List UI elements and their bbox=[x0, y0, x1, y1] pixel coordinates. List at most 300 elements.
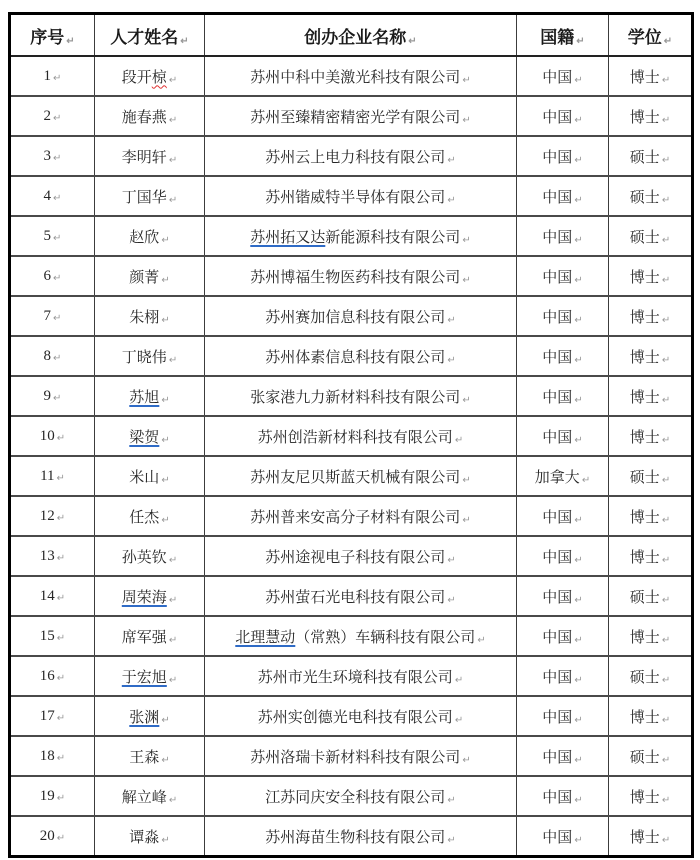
cell-no bbox=[10, 176, 95, 216]
header-degree bbox=[609, 14, 693, 57]
line-break-mark: ↵ bbox=[447, 834, 456, 846]
nationality: 中国 bbox=[542, 708, 573, 726]
line-break-mark: ↵ bbox=[168, 154, 178, 166]
table-header bbox=[10, 14, 693, 57]
line-break-mark: ↵ bbox=[447, 194, 456, 206]
nationality: 中国 bbox=[542, 388, 573, 406]
line-break-mark: ↵ bbox=[574, 234, 583, 246]
header-no bbox=[10, 14, 95, 57]
nationality: 中国 bbox=[542, 428, 573, 446]
cell-nationality bbox=[517, 376, 609, 416]
line-break-mark: ↵ bbox=[56, 513, 66, 524]
cell-nationality bbox=[517, 136, 609, 176]
cell-company bbox=[205, 296, 517, 336]
cell-nationality bbox=[517, 616, 609, 656]
cell-company bbox=[205, 576, 517, 616]
header-nationality bbox=[517, 14, 609, 57]
talent-name: 于宏旭 bbox=[121, 668, 167, 686]
line-break-mark: ↵ bbox=[574, 834, 583, 846]
cell-no bbox=[10, 656, 95, 696]
line-break-mark: ↵ bbox=[462, 74, 471, 86]
line-break-mark: ↵ bbox=[447, 354, 456, 366]
cell-company bbox=[205, 496, 517, 536]
degree: 硕士 bbox=[629, 468, 660, 486]
line-break-mark: ↵ bbox=[447, 154, 456, 166]
line-break-mark: ↵ bbox=[661, 194, 671, 206]
line-break-mark: ↵ bbox=[447, 314, 456, 326]
company-name: 苏州途视电子科技有限公司 bbox=[265, 548, 446, 566]
line-break-mark: ↵ bbox=[56, 473, 65, 484]
line-break-mark: ↵ bbox=[161, 834, 170, 846]
line-break-mark: ↵ bbox=[161, 514, 170, 526]
row-number: 20 bbox=[39, 828, 55, 844]
line-break-mark: ↵ bbox=[661, 754, 671, 766]
line-break-mark: ↵ bbox=[447, 594, 456, 606]
table-row bbox=[10, 816, 693, 857]
nationality: 中国 bbox=[542, 308, 573, 326]
degree: 博士 bbox=[629, 388, 660, 406]
company-name: 苏州实创德光电科技有限公司 bbox=[257, 708, 453, 726]
line-break-mark: ↵ bbox=[574, 354, 583, 366]
cell-degree bbox=[609, 56, 693, 96]
cell-name bbox=[95, 176, 205, 216]
cell-name bbox=[95, 696, 205, 736]
cell-degree bbox=[609, 456, 693, 496]
talent-name: 米山 bbox=[129, 468, 160, 486]
table-row bbox=[10, 216, 693, 256]
talent-name: 王森 bbox=[129, 748, 160, 766]
cell-no bbox=[10, 736, 95, 776]
line-break-mark: ↵ bbox=[661, 834, 671, 846]
talent-table bbox=[8, 12, 694, 858]
talent-name: 赵欣 bbox=[129, 228, 160, 246]
cell-company bbox=[205, 736, 517, 776]
cell-company bbox=[205, 136, 517, 176]
cell-no bbox=[10, 376, 95, 416]
cell-company bbox=[205, 376, 517, 416]
line-break-mark: ↵ bbox=[161, 754, 170, 766]
line-break-mark: ↵ bbox=[168, 354, 178, 366]
table-row bbox=[10, 616, 693, 656]
line-break-mark: ↵ bbox=[663, 35, 673, 47]
line-break-mark: ↵ bbox=[574, 394, 583, 406]
line-break-mark: ↵ bbox=[574, 634, 583, 646]
row-number: 13 bbox=[39, 548, 55, 564]
nationality: 中国 bbox=[542, 788, 573, 806]
company-name: 苏州创浩新材料科技有限公司 bbox=[257, 428, 453, 446]
line-break-mark: ↵ bbox=[53, 193, 62, 204]
line-break-mark: ↵ bbox=[56, 753, 66, 764]
cell-nationality bbox=[517, 176, 609, 216]
row-number: 8 bbox=[43, 348, 52, 364]
row-number: 19 bbox=[39, 788, 55, 804]
line-break-mark: ↵ bbox=[53, 233, 62, 244]
cell-nationality bbox=[517, 416, 609, 456]
nationality: 中国 bbox=[542, 628, 573, 646]
table-row bbox=[10, 376, 693, 416]
line-break-mark: ↵ bbox=[574, 274, 583, 286]
cell-degree bbox=[609, 96, 693, 136]
table-row bbox=[10, 456, 693, 496]
line-break-mark: ↵ bbox=[574, 114, 583, 126]
cell-nationality bbox=[517, 496, 609, 536]
line-break-mark: ↵ bbox=[462, 234, 471, 246]
cell-no bbox=[10, 136, 95, 176]
cell-no bbox=[10, 416, 95, 456]
cell-no bbox=[10, 96, 95, 136]
table-row bbox=[10, 56, 693, 96]
line-break-mark: ↵ bbox=[661, 154, 671, 166]
degree: 博士 bbox=[629, 68, 660, 86]
line-break-mark: ↵ bbox=[661, 554, 671, 566]
nationality: 加拿大 bbox=[534, 468, 580, 486]
cell-name bbox=[95, 816, 205, 857]
row-number: 18 bbox=[39, 748, 55, 764]
cell-company bbox=[205, 456, 517, 496]
line-break-mark: ↵ bbox=[462, 114, 471, 126]
line-break-mark: ↵ bbox=[462, 474, 471, 486]
line-break-mark: ↵ bbox=[161, 714, 170, 726]
cell-degree bbox=[609, 776, 693, 816]
line-break-mark: ↵ bbox=[161, 394, 170, 406]
line-break-mark: ↵ bbox=[661, 634, 671, 646]
cell-no bbox=[10, 456, 95, 496]
degree: 博士 bbox=[629, 348, 660, 366]
degree: 博士 bbox=[629, 268, 660, 286]
table-row bbox=[10, 496, 693, 536]
table-row bbox=[10, 776, 693, 816]
cell-company bbox=[205, 56, 517, 96]
line-break-mark: ↵ bbox=[574, 594, 583, 606]
company-name: 张家港九力新材料科技有限公司 bbox=[250, 388, 461, 406]
cell-name bbox=[95, 416, 205, 456]
talent-name: 丁国华 bbox=[121, 188, 167, 206]
line-break-mark: ↵ bbox=[477, 634, 486, 646]
cell-no bbox=[10, 56, 95, 96]
nationality: 中国 bbox=[542, 228, 573, 246]
line-break-mark: ↵ bbox=[462, 274, 471, 286]
cell-no bbox=[10, 776, 95, 816]
line-break-mark: ↵ bbox=[168, 794, 178, 806]
cell-nationality bbox=[517, 656, 609, 696]
cell-no bbox=[10, 496, 95, 536]
line-break-mark: ↵ bbox=[454, 714, 464, 726]
nationality: 中国 bbox=[542, 188, 573, 206]
cell-name bbox=[95, 656, 205, 696]
header-name-label: 人才姓名 bbox=[110, 27, 179, 47]
cell-degree bbox=[609, 256, 693, 296]
company-name: 苏州普来安高分子材料有限公司 bbox=[250, 508, 461, 526]
nationality: 中国 bbox=[542, 588, 573, 606]
company-name: 北理慧动 bbox=[235, 628, 296, 646]
cell-degree bbox=[609, 496, 693, 536]
row-number: 11 bbox=[40, 468, 55, 484]
talent-name: 孙英钦 bbox=[121, 548, 167, 566]
header-degree-label: 学位 bbox=[627, 27, 662, 47]
line-break-mark: ↵ bbox=[408, 35, 417, 47]
table-row bbox=[10, 416, 693, 456]
line-break-mark: ↵ bbox=[161, 434, 170, 446]
cell-degree bbox=[609, 216, 693, 256]
header-row bbox=[10, 14, 693, 57]
line-break-mark: ↵ bbox=[161, 474, 170, 486]
line-break-mark: ↵ bbox=[168, 74, 178, 86]
cell-degree bbox=[609, 336, 693, 376]
cell-name bbox=[95, 96, 205, 136]
degree: 博士 bbox=[629, 708, 660, 726]
line-break-mark: ↵ bbox=[661, 74, 671, 86]
line-break-mark: ↵ bbox=[574, 434, 583, 446]
talent-name: 任杰 bbox=[129, 508, 160, 526]
cell-nationality bbox=[517, 96, 609, 136]
line-break-mark: ↵ bbox=[661, 514, 671, 526]
line-break-mark: ↵ bbox=[53, 393, 62, 404]
cell-company bbox=[205, 776, 517, 816]
cell-name bbox=[95, 136, 205, 176]
company-name: 苏州至臻精密精密光学有限公司 bbox=[250, 108, 461, 126]
cell-name bbox=[95, 776, 205, 816]
line-break-mark: ↵ bbox=[574, 514, 583, 526]
degree: 硕士 bbox=[629, 188, 660, 206]
line-break-mark: ↵ bbox=[462, 754, 471, 766]
line-break-mark: ↵ bbox=[574, 754, 583, 766]
line-break-mark: ↵ bbox=[168, 674, 178, 686]
table-row bbox=[10, 136, 693, 176]
line-break-mark: ↵ bbox=[574, 314, 583, 326]
company-name: 苏州洛瑞卡新材料科技有限公司 bbox=[250, 748, 461, 766]
table-row bbox=[10, 576, 693, 616]
line-break-mark: ↵ bbox=[462, 394, 471, 406]
cell-company bbox=[205, 96, 517, 136]
degree: 博士 bbox=[629, 108, 660, 126]
cell-nationality bbox=[517, 336, 609, 376]
talent-name: 朱栩 bbox=[129, 308, 160, 326]
header-name bbox=[95, 14, 205, 57]
cell-nationality bbox=[517, 536, 609, 576]
talent-name: 丁晓伟 bbox=[121, 348, 167, 366]
table-row bbox=[10, 256, 693, 296]
talent-name: 施春燕 bbox=[121, 108, 167, 126]
nationality: 中国 bbox=[542, 748, 573, 766]
line-break-mark: ↵ bbox=[661, 794, 671, 806]
line-break-mark: ↵ bbox=[161, 274, 170, 286]
line-break-mark: ↵ bbox=[168, 634, 178, 646]
line-break-mark: ↵ bbox=[56, 673, 66, 684]
nationality: 中国 bbox=[542, 508, 573, 526]
line-break-mark: ↵ bbox=[168, 194, 178, 206]
company-name: 苏州海苗生物科技有限公司 bbox=[265, 828, 446, 846]
cell-nationality bbox=[517, 216, 609, 256]
company-name: 苏州市光生环境科技有限公司 bbox=[257, 668, 453, 686]
talent-name: 解立峰 bbox=[121, 788, 167, 806]
talent-name: 周荣海 bbox=[121, 588, 167, 606]
line-break-mark: ↵ bbox=[574, 74, 583, 86]
cell-name bbox=[95, 736, 205, 776]
company-name: 苏州拓又达 bbox=[250, 228, 326, 246]
degree: 博士 bbox=[629, 828, 660, 846]
line-break-mark: ↵ bbox=[168, 554, 178, 566]
row-number: 10 bbox=[39, 428, 55, 444]
line-break-mark: ↵ bbox=[53, 353, 62, 364]
cell-degree bbox=[609, 136, 693, 176]
degree: 博士 bbox=[629, 548, 660, 566]
table-row bbox=[10, 176, 693, 216]
cell-degree bbox=[609, 656, 693, 696]
table-row bbox=[10, 96, 693, 136]
line-break-mark: ↵ bbox=[574, 194, 583, 206]
cell-company bbox=[205, 616, 517, 656]
cell-no bbox=[10, 616, 95, 656]
cell-degree bbox=[609, 536, 693, 576]
line-break-mark: ↵ bbox=[168, 594, 178, 606]
cell-company bbox=[205, 416, 517, 456]
degree: 硕士 bbox=[629, 748, 660, 766]
cell-name bbox=[95, 296, 205, 336]
cell-company bbox=[205, 696, 517, 736]
line-break-mark: ↵ bbox=[574, 794, 583, 806]
row-number: 12 bbox=[39, 508, 55, 524]
talent-name: 谭淼 bbox=[129, 828, 160, 846]
header-company bbox=[205, 14, 517, 57]
line-break-mark: ↵ bbox=[56, 593, 66, 604]
line-break-mark: ↵ bbox=[661, 674, 671, 686]
cell-name bbox=[95, 376, 205, 416]
nationality: 中国 bbox=[542, 108, 573, 126]
line-break-mark: ↵ bbox=[574, 714, 583, 726]
table-row bbox=[10, 696, 693, 736]
degree: 硕士 bbox=[629, 228, 660, 246]
line-break-mark: ↵ bbox=[53, 73, 62, 84]
cell-company bbox=[205, 656, 517, 696]
table-row bbox=[10, 736, 693, 776]
talent-name: 席军强 bbox=[121, 628, 167, 646]
cell-degree bbox=[609, 696, 693, 736]
row-number: 4 bbox=[43, 188, 52, 204]
cell-no bbox=[10, 296, 95, 336]
company-name: 江苏同庆安全科技有限公司 bbox=[265, 788, 446, 806]
row-number: 16 bbox=[39, 668, 55, 684]
cell-nationality bbox=[517, 816, 609, 857]
row-number: 17 bbox=[39, 708, 55, 724]
nationality: 中国 bbox=[542, 668, 573, 686]
line-break-mark: ↵ bbox=[661, 434, 671, 446]
row-number: 15 bbox=[39, 628, 55, 644]
cell-company bbox=[205, 176, 517, 216]
talent-name: 椋 bbox=[151, 68, 167, 86]
cell-nationality bbox=[517, 256, 609, 296]
cell-name bbox=[95, 336, 205, 376]
cell-company bbox=[205, 816, 517, 857]
table-row bbox=[10, 296, 693, 336]
line-break-mark: ↵ bbox=[56, 713, 66, 724]
row-number: 1 bbox=[43, 68, 52, 84]
row-number: 6 bbox=[43, 268, 52, 284]
company-name: 新能源科技有限公司 bbox=[325, 228, 461, 246]
cell-name bbox=[95, 256, 205, 296]
cell-no bbox=[10, 256, 95, 296]
cell-nationality bbox=[517, 576, 609, 616]
line-break-mark: ↵ bbox=[168, 114, 178, 126]
cell-degree bbox=[609, 416, 693, 456]
cell-degree bbox=[609, 816, 693, 857]
line-break-mark: ↵ bbox=[661, 314, 671, 326]
line-break-mark: ↵ bbox=[56, 833, 66, 844]
cell-name bbox=[95, 496, 205, 536]
nationality: 中国 bbox=[542, 148, 573, 166]
cell-name bbox=[95, 216, 205, 256]
talent-name: 李明轩 bbox=[121, 148, 167, 166]
line-break-mark: ↵ bbox=[53, 313, 62, 324]
line-break-mark: ↵ bbox=[180, 35, 189, 47]
cell-degree bbox=[609, 736, 693, 776]
cell-degree bbox=[609, 176, 693, 216]
cell-degree bbox=[609, 616, 693, 656]
table-row bbox=[10, 536, 693, 576]
line-break-mark: ↵ bbox=[56, 793, 66, 804]
line-break-mark: ↵ bbox=[661, 274, 671, 286]
talent-name: 颜菁 bbox=[129, 268, 160, 286]
row-number: 2 bbox=[43, 108, 52, 124]
degree: 硕士 bbox=[629, 668, 660, 686]
cell-name bbox=[95, 56, 205, 96]
cell-no bbox=[10, 216, 95, 256]
nationality: 中国 bbox=[542, 828, 573, 846]
nationality: 中国 bbox=[542, 348, 573, 366]
line-break-mark: ↵ bbox=[661, 234, 671, 246]
line-break-mark: ↵ bbox=[661, 394, 671, 406]
line-break-mark: ↵ bbox=[454, 674, 464, 686]
cell-company bbox=[205, 336, 517, 376]
line-break-mark: ↵ bbox=[53, 153, 62, 164]
line-break-mark: ↵ bbox=[661, 474, 671, 486]
line-break-mark: ↵ bbox=[661, 354, 671, 366]
line-break-mark: ↵ bbox=[56, 633, 66, 644]
cell-degree bbox=[609, 296, 693, 336]
table-row bbox=[10, 656, 693, 696]
degree: 硕士 bbox=[629, 148, 660, 166]
line-break-mark: ↵ bbox=[574, 154, 583, 166]
cell-nationality bbox=[517, 736, 609, 776]
cell-nationality bbox=[517, 56, 609, 96]
cell-company bbox=[205, 536, 517, 576]
cell-name bbox=[95, 576, 205, 616]
company-name: 苏州友尼贝斯蓝天机械有限公司 bbox=[250, 468, 461, 486]
degree: 博士 bbox=[629, 788, 660, 806]
cell-name bbox=[95, 616, 205, 656]
line-break-mark: ↵ bbox=[574, 554, 583, 566]
company-name: 苏州中科中美激光科技有限公司 bbox=[250, 68, 461, 86]
degree: 硕士 bbox=[629, 588, 660, 606]
talent-name: 苏旭 bbox=[129, 388, 160, 406]
line-break-mark: ↵ bbox=[661, 114, 671, 126]
line-break-mark: ↵ bbox=[661, 594, 671, 606]
line-break-mark: ↵ bbox=[661, 714, 671, 726]
talent-name: 梁贺 bbox=[129, 428, 160, 446]
row-number: 9 bbox=[43, 388, 52, 404]
degree: 博士 bbox=[629, 308, 660, 326]
company-name: 苏州锴威特半导体有限公司 bbox=[265, 188, 446, 206]
company-name: 苏州云上电力科技有限公司 bbox=[265, 148, 446, 166]
line-break-mark: ↵ bbox=[161, 314, 170, 326]
table-row bbox=[10, 336, 693, 376]
cell-company bbox=[205, 216, 517, 256]
cell-no bbox=[10, 336, 95, 376]
header-no-label: 序号 bbox=[30, 27, 65, 47]
company-name: 苏州萤石光电科技有限公司 bbox=[265, 588, 446, 606]
line-break-mark: ↵ bbox=[454, 434, 464, 446]
line-break-mark: ↵ bbox=[447, 794, 456, 806]
cell-nationality bbox=[517, 696, 609, 736]
